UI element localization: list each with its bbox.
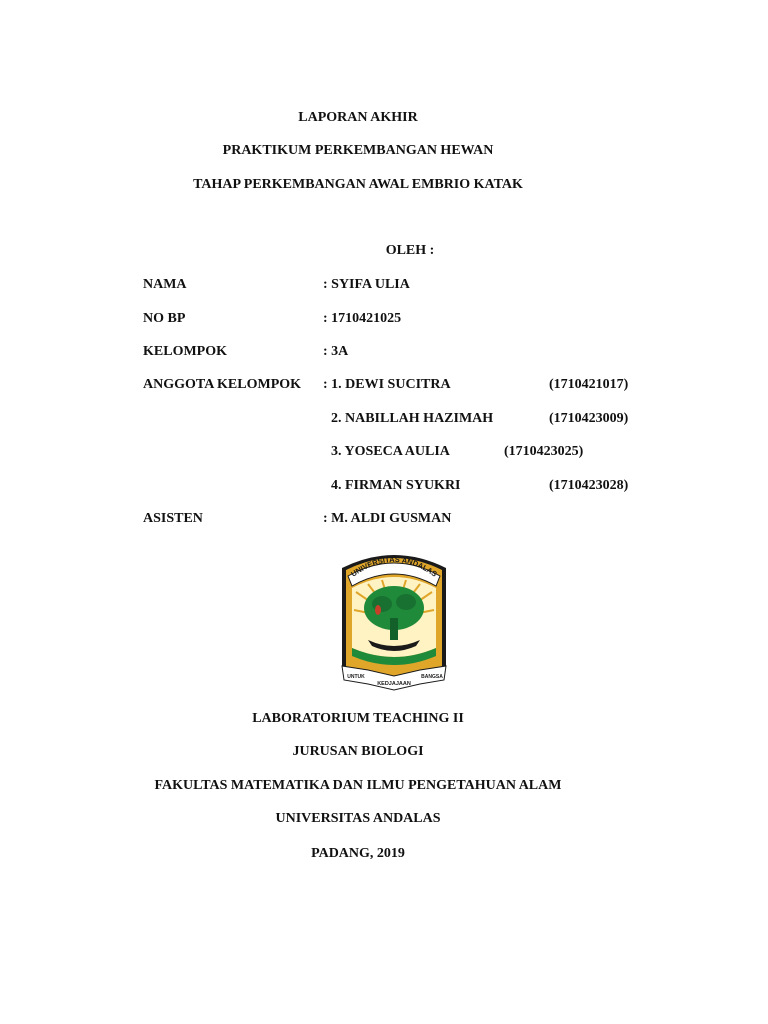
faculty-name: FAKULTAS MATEMATIKA DAN ILMU PENGETAHUAN ALAM <box>154 778 562 793</box>
field-kelompok <box>0 344 768 364</box>
member-name: 4. FIRMAN SYUKRI <box>331 478 461 493</box>
field-label: ASISTEN <box>143 511 203 526</box>
field-value: : 3A <box>323 344 349 359</box>
tree-trunk <box>390 618 398 640</box>
oleh-heading: OLEH : <box>385 243 435 258</box>
field-label: NO BP <box>143 311 186 326</box>
report-title: LAPORAN AKHIR <box>298 110 418 125</box>
department-name: JURUSAN BIOLOGI <box>292 744 424 759</box>
motto-left: UNTUK <box>347 674 365 680</box>
place-date: PADANG, 2019 <box>311 846 405 861</box>
member-name: : 1. DEWI SUCITRA <box>323 377 451 392</box>
course-title: PRAKTIKUM PERKEMBANGAN HEWAN <box>222 143 494 158</box>
member-name: 2. NABILLAH HAZIMAH <box>331 411 494 426</box>
field-value: : SYIFA ULIA <box>323 277 410 292</box>
field-label: ANGGOTA KELOMPOK <box>143 377 302 392</box>
field-label: NAMA <box>143 277 187 292</box>
motto-right: BANGSA <box>421 674 443 680</box>
member-row <box>0 411 768 431</box>
member-nim: (1710423009) <box>549 411 629 426</box>
member-row <box>0 478 768 498</box>
member-nim: (1710423028) <box>549 478 629 493</box>
topic-title: TAHAP PERKEMBANGAN AWAL EMBRIO KATAK <box>193 177 523 192</box>
field-value: : M. ALDI GUSMAN <box>323 511 452 526</box>
member-name: 3. YOSECA AULIA <box>331 444 450 459</box>
field-asisten <box>0 511 768 531</box>
member-nim: (1710421017) <box>549 377 629 392</box>
flame-icon <box>375 605 381 615</box>
field-nama <box>0 277 768 297</box>
field-label: KELOMPOK <box>143 344 227 359</box>
member-row <box>0 444 768 464</box>
member-row <box>0 377 768 397</box>
field-value: : 1710421025 <box>323 311 402 326</box>
university-logo <box>338 548 450 696</box>
field-nobp <box>0 311 768 331</box>
lab-name: LABORATORIUM TEACHING II <box>252 711 464 726</box>
member-nim: (1710423025) <box>504 444 584 459</box>
motto-center: KEDJAJAAN <box>377 681 411 687</box>
logo-top-text: UNIVERSITAS ANDALAS <box>349 554 439 579</box>
university-name: UNIVERSITAS ANDALAS <box>275 811 441 826</box>
